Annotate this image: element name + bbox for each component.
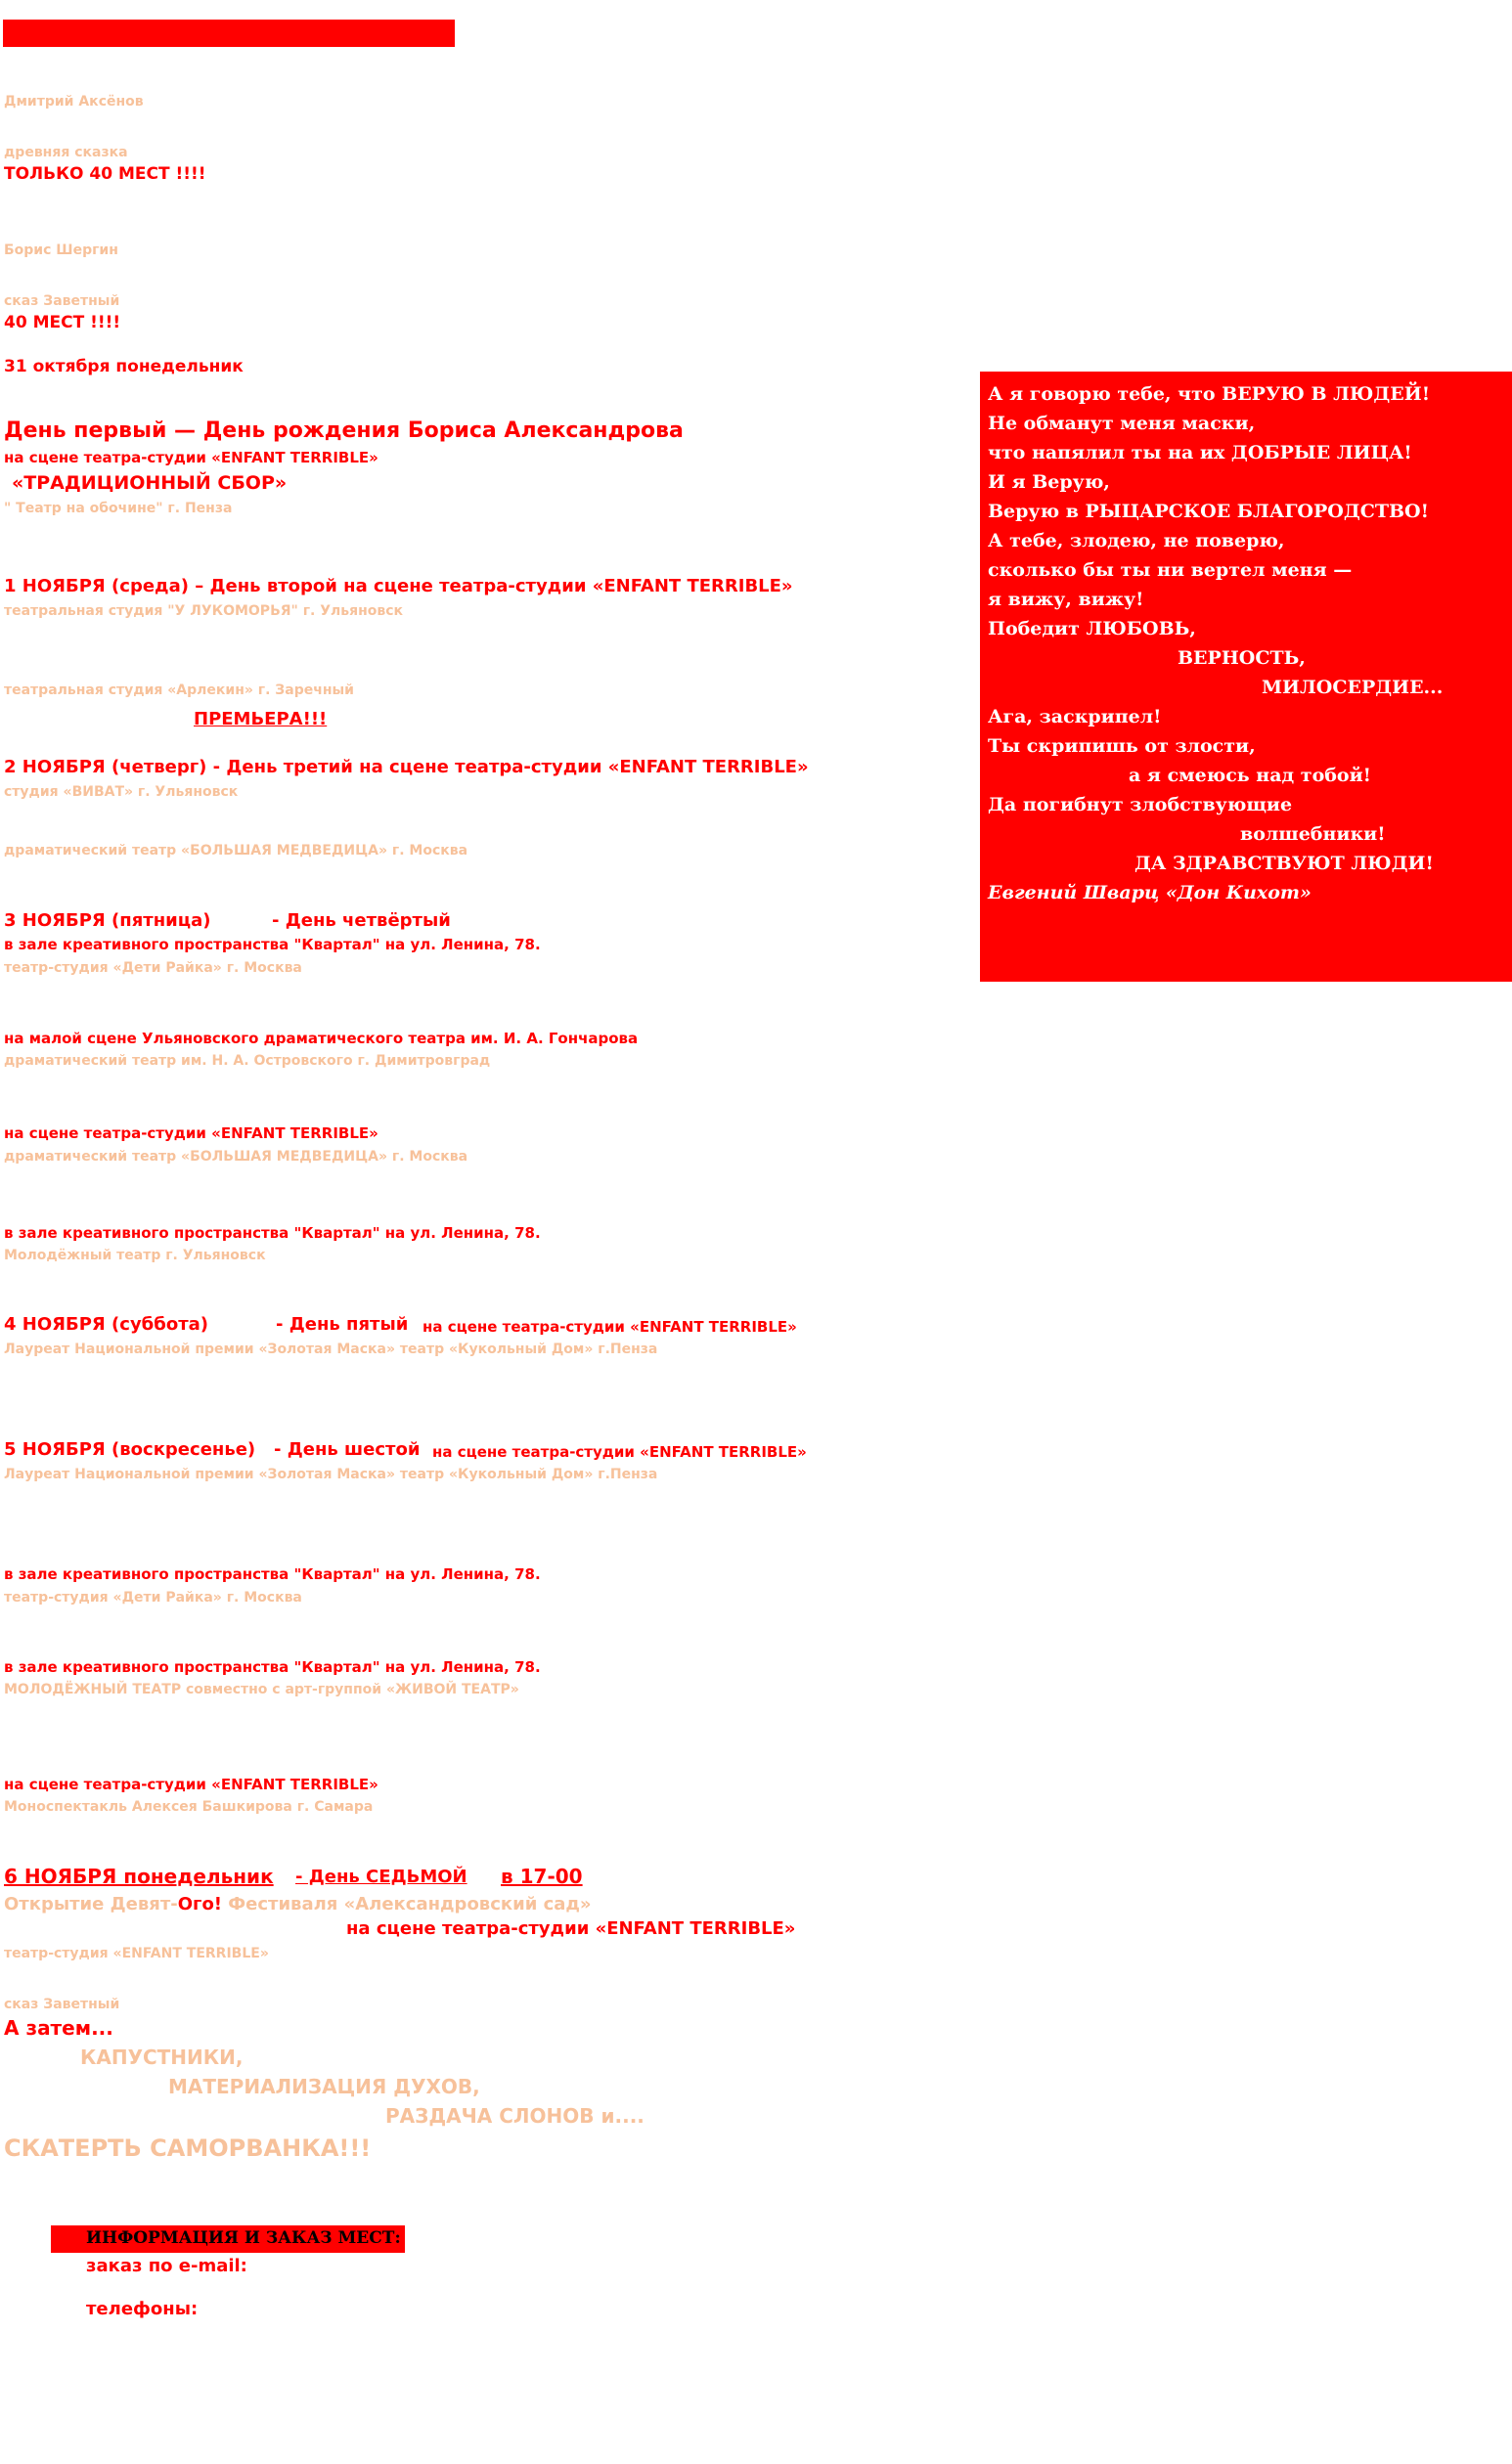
day7-title-day: - День СЕДЬМОЙ [295, 1867, 467, 1887]
day4-troupe4: Молодёжный театр г. Ульяновск [4, 1248, 266, 1263]
day4-title-day: - День четвёртый [272, 910, 451, 931]
genre-ancient-tale: древняя сказка [4, 145, 128, 160]
quote-line-16: волшебники! [1240, 823, 1386, 845]
quote-attribution: Евгений Шварц «Дон Кихот» [988, 882, 1312, 903]
quote-line-12: Ага, заскрипел! [988, 706, 1162, 727]
day7-opening-ogo: Ого! [177, 1894, 223, 1914]
day3-troupe1: студия «ВИВАТ» г. Ульяновск [4, 784, 239, 800]
day6-title-date: 5 НОЯБРЯ (воскресенье) [4, 1439, 256, 1460]
day7-opening-part3: Фестиваля «Александровский сад» [222, 1894, 592, 1914]
day4-venue2: на малой сцене Ульяновского драматического театра им. И. А. Гончарова [4, 1030, 639, 1047]
day1-event: «ТРАДИЦИОННЫЙ СБОР» [12, 472, 288, 494]
day7-troupe: театр-студия «ENFANT TERRIBLE» [4, 1946, 269, 1961]
day4-troupe3: драматический театр «БОЛЬШАЯ МЕДВЕДИЦА» г. Москва [4, 1149, 468, 1165]
day6-troupe3: МОЛОДЁЖНЫЙ ТЕАТР совместно с арт-группой «ЖИВОЙ ТЕАТР» [4, 1682, 519, 1697]
day6-venue3: в зале креативного пространства "Квартал" на ул. Ленина, 78. [4, 1658, 541, 1676]
day7-extra-tablecloth: СКАТЕРТЬ САМОРВАНКА!!! [4, 2134, 372, 2162]
day6-troupe: Лауреат Национальной премии «Золотая Маска» театр «Кукольный Дом» г.Пенза [4, 1467, 658, 1482]
info-label: ИНФОРМАЦИЯ И ЗАКАЗ МЕСТ: [86, 2228, 401, 2248]
day4-troupe2: драматический театр им. Н. А. Островского г. Димитровград [4, 1053, 491, 1069]
info-phones-label: телефоны: [86, 2299, 199, 2319]
quote-line-8: я вижу, вижу! [988, 589, 1144, 610]
day4-venue4: в зале креативного пространства "Квартал" на ул. Ленина, 78. [4, 1224, 541, 1242]
day7-genre: сказ Заветный [4, 1997, 120, 2012]
quote-line-1: А я говорю тебе, что ВЕРУЮ В ЛЮДЕЙ! [988, 383, 1431, 405]
day2-troupe2: театральная студия «Арлекин» г. Заречный [4, 682, 354, 698]
day5-troupe: Лауреат Национальной премии «Золотая Маска» театр «Кукольный Дом» г.Пенза [4, 1342, 658, 1357]
quote-line-6: А тебе, злодею, не поверю, [988, 530, 1285, 551]
quote-line-14: а я смеюсь над тобой! [1129, 765, 1372, 786]
day7-title-date: 6 НОЯБРЯ понедельник [4, 1865, 274, 1888]
day7-opening [4, 1895, 592, 1915]
day4-venue1: в зале креативного пространства "Квартал" на ул. Ленина, 78. [4, 936, 541, 953]
day6-troupe4: Моноспектакль Алексея Башкирова г. Самара [4, 1799, 374, 1815]
day7-then: А затем... [4, 2016, 113, 2040]
day6-venue2: в зале креативного пространства "Квартал" на ул. Ленина, 78. [4, 1565, 541, 1583]
day5-title-day: - День пятый [276, 1314, 409, 1335]
info-email-label: заказ по e-mail: [86, 2256, 247, 2276]
quote-line-4: И я Верую, [988, 471, 1110, 493]
author-shergin: Борис Шергин [4, 242, 118, 258]
day7-opening-part1: Открытие Девят- [4, 1894, 178, 1914]
top-banner-bar [3, 20, 455, 47]
quote-box [980, 372, 1512, 982]
day2-title: 1 НОЯБРЯ (среда) – День второй на сцене театра-студии «ENFANT TERRIBLE» [4, 576, 793, 596]
day5-venue: на сцене театра-студии «ENFANT TERRIBLE» [422, 1318, 797, 1336]
quote-line-9: Победит ЛЮБОВЬ, [988, 618, 1196, 639]
day1-venue: на сцене театра-студии «ENFANT TERRIBLE» [4, 449, 378, 466]
quote-line-10: ВЕРНОСТЬ, [1178, 647, 1306, 669]
day7-extra-materialization: МАТЕРИАЛИЗАЦИЯ ДУХОВ, [168, 2075, 480, 2098]
quote-line-3: что напялил ты на их ДОБРЫЕ ЛИЦА! [988, 442, 1412, 463]
day3-troupe2: драматический театр «БОЛЬШАЯ МЕДВЕДИЦА» г. Москва [4, 843, 468, 858]
day4-troupe1: театр-студия «Дети Райка» г. Москва [4, 960, 302, 976]
day7-extra-elephants: РАЗДАЧА СЛОНОВ и.... [385, 2104, 645, 2128]
day3-title: 2 НОЯБРЯ (четверг) - День третий на сцене театра-студии «ENFANT TERRIBLE» [4, 757, 809, 777]
day5-title-date: 4 НОЯБРЯ (суббота) [4, 1314, 208, 1335]
day6-venue: на сцене театра-студии «ENFANT TERRIBLE» [432, 1443, 807, 1461]
day2-troupe1: театральная студия "У ЛУКОМОРЬЯ" г. Ульяновск [4, 603, 404, 619]
quote-line-15: Да погибнут злобствующие [988, 794, 1293, 815]
quote-line-13: Ты скрипишь от злости, [988, 735, 1256, 757]
seats-notice-2: 40 МЕСТ !!!! [4, 313, 121, 332]
quote-line-11: МИЛОСЕРДИЕ... [1262, 677, 1444, 698]
date-oct-31: 31 октября понедельник [4, 357, 244, 376]
day7-venue: на сцене театра-студии «ENFANT TERRIBLE» [346, 1918, 796, 1939]
genre-skaz: сказ Заветный [4, 293, 120, 309]
day7-extra-capustniki: КАПУСТНИКИ, [80, 2046, 244, 2069]
seats-notice-1: ТОЛЬКО 40 МЕСТ !!!! [4, 164, 206, 184]
author-aksenov: Дмитрий Аксёнов [4, 94, 144, 110]
day7-title-time: в 17-00 [501, 1865, 583, 1888]
day1-troupe: " Театр на обочине" г. Пенза [4, 501, 233, 516]
day6-venue4: на сцене театра-студии «ENFANT TERRIBLE» [4, 1776, 378, 1793]
premiere-label: ПРЕМЬЕРА!!! [194, 709, 328, 729]
quote-line-7: сколько бы ты ни вертел меня — [988, 559, 1353, 581]
day6-title-day: - День шестой [274, 1439, 421, 1460]
day4-venue3: на сцене театра-студии «ENFANT TERRIBLE» [4, 1124, 378, 1142]
quote-line-5: Верую в РЫЦАРСКОЕ БЛАГОРОДСТВО! [988, 501, 1429, 522]
quote-line-17: ДА ЗДРАВСТВУЮТ ЛЮДИ! [1134, 853, 1434, 874]
day6-troupe2: театр-студия «Дети Райка» г. Москва [4, 1590, 302, 1606]
day4-title-date: 3 НОЯБРЯ (пятница) [4, 910, 211, 931]
day1-title: День первый — День рождения Бориса Александрова [4, 418, 684, 443]
quote-line-2: Не обманут меня маски, [988, 413, 1256, 434]
